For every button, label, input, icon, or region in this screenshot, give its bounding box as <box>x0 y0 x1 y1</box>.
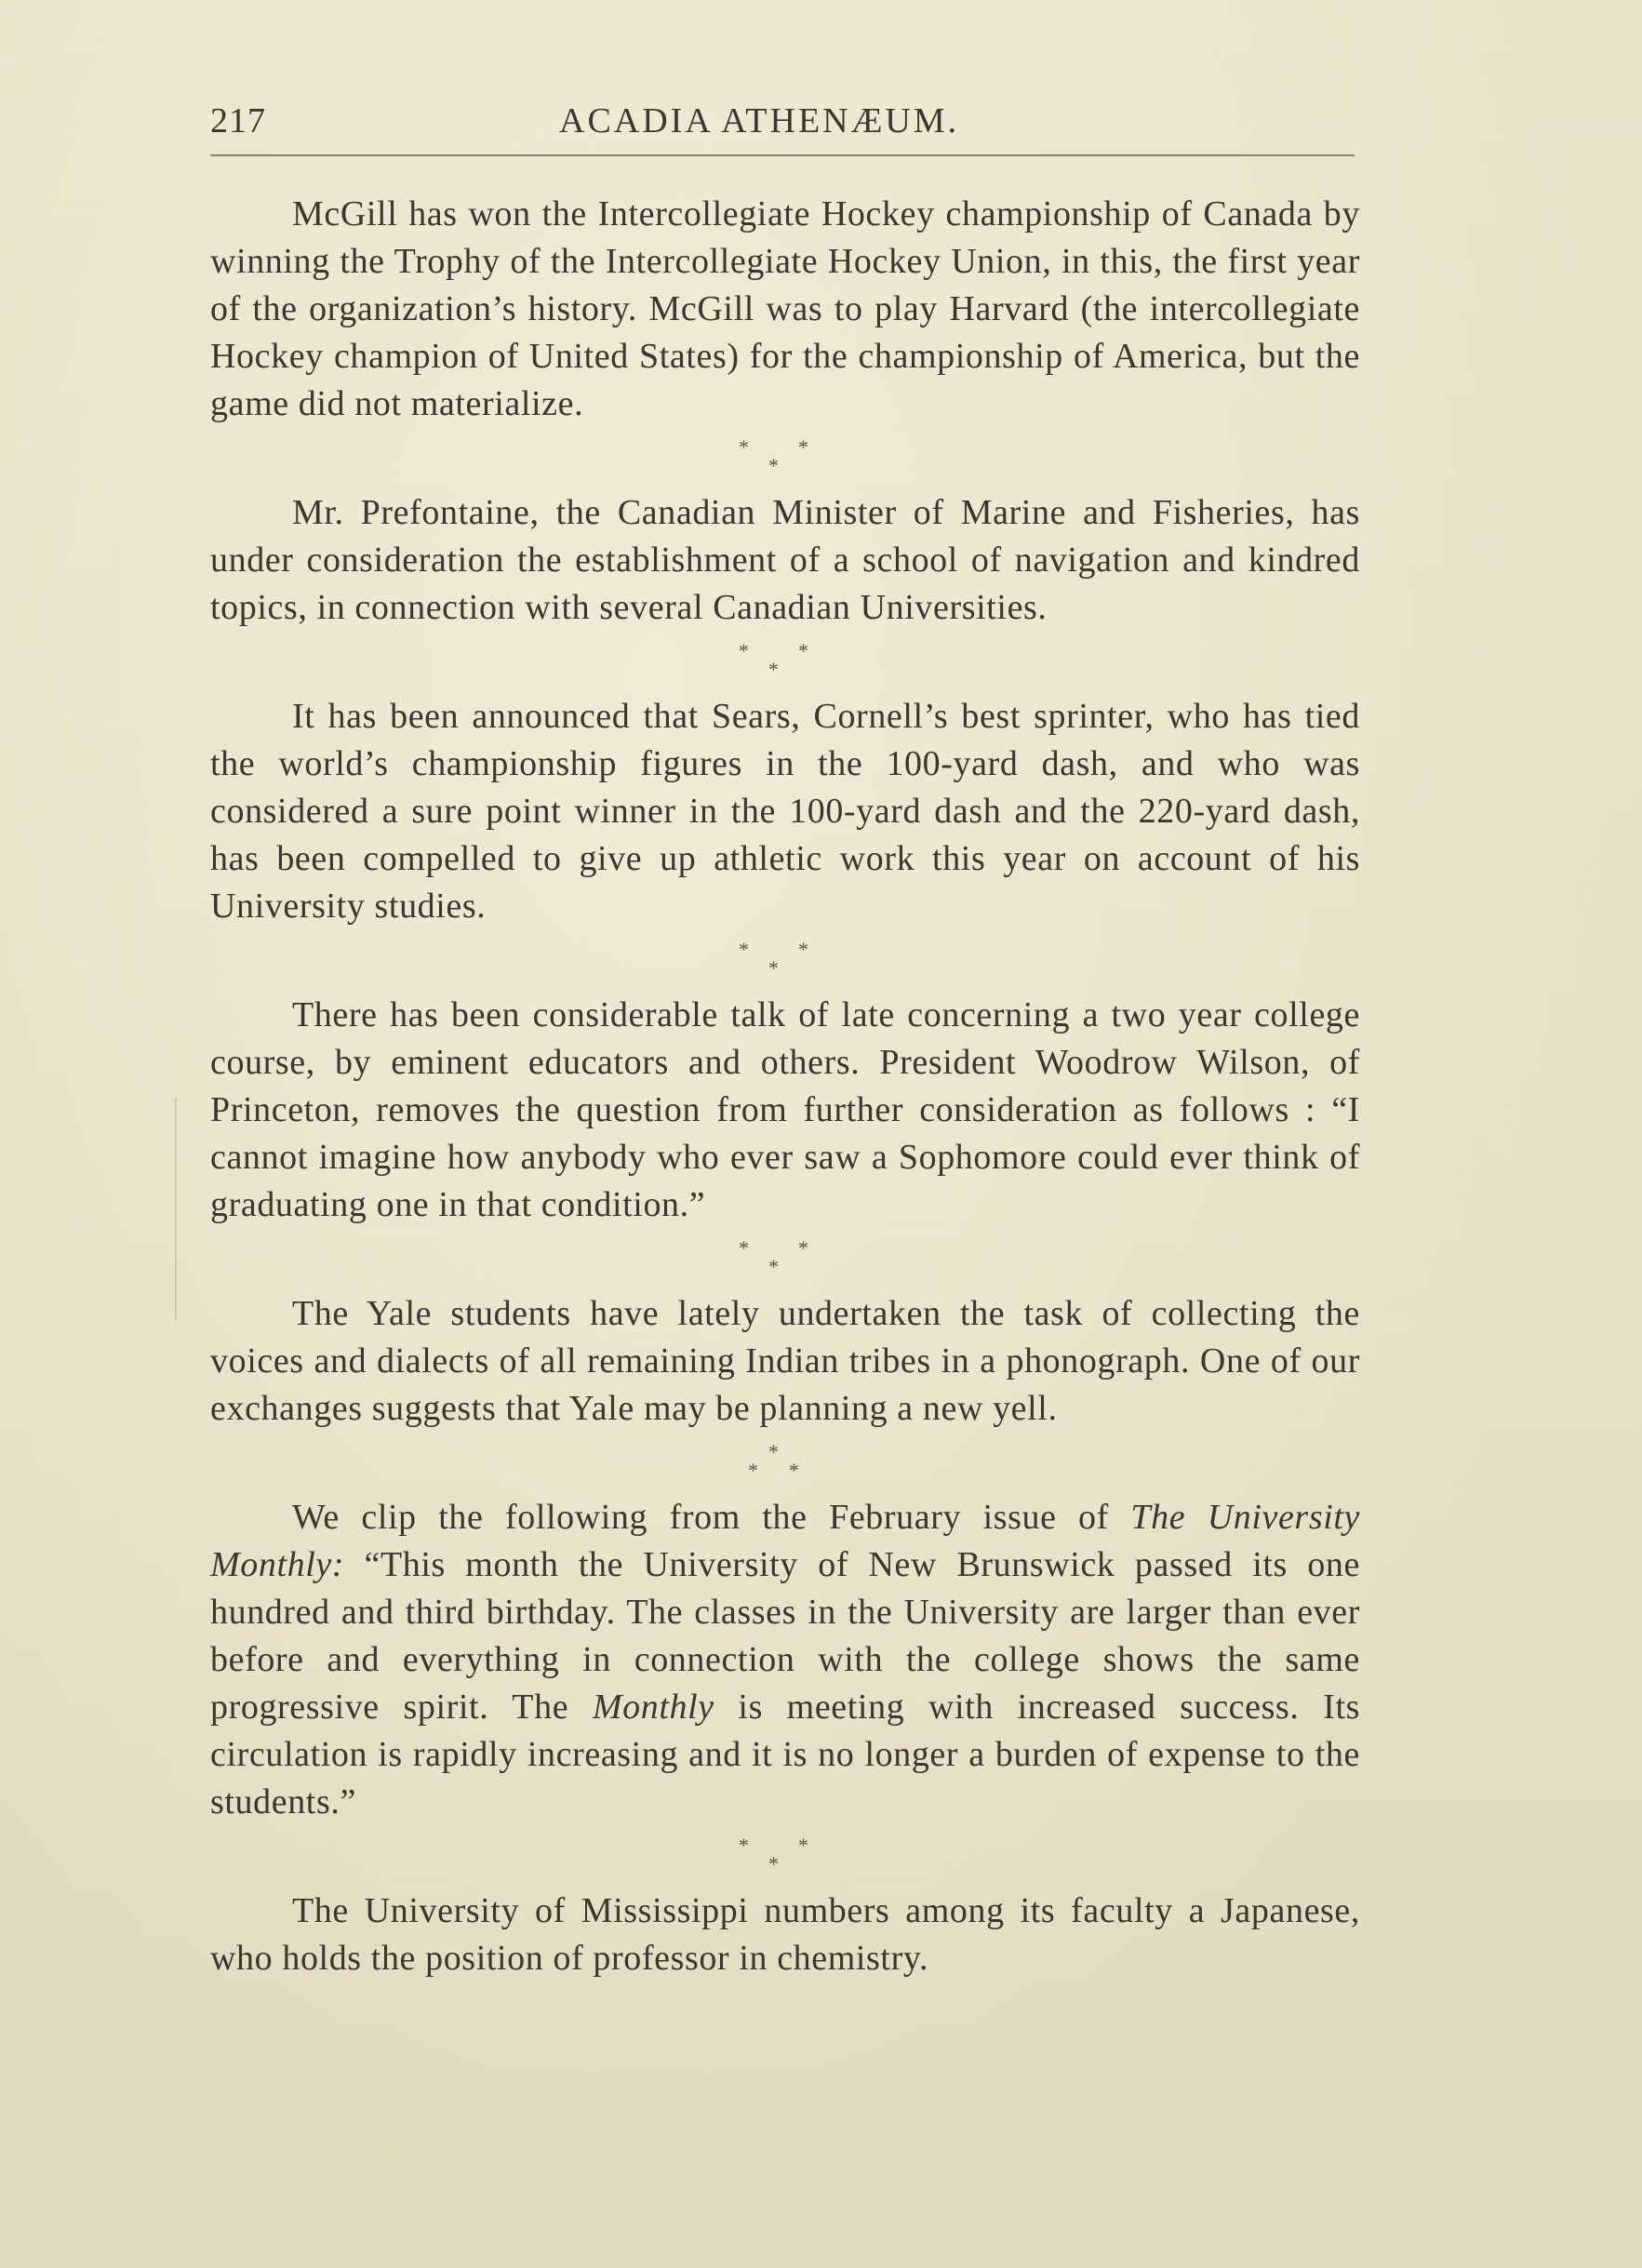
asterisk-glyph: * <box>768 956 779 980</box>
paragraph-text: We clip the following from the February issue of <box>292 1498 1131 1537</box>
paragraph-two-year-course: There has been considerable talk of late concerning a two year college course, by eminent educators and others. President Woodrow Wilson, of Princeton, removes the question from further consideration as follows : “I cannot imagine how anybody who ever saw a Sophomore could ever think of graduating one in that condition.” <box>210 995 1360 1224</box>
paragraph-text: is meeting with increased success. Its circulation is rapidly increasing and it is no longer a burden of expense to the students.” <box>210 1688 1360 1821</box>
paragraph-sears-sprinter: It has been announced that Sears, Cornell’s best sprinter, who has tied the world’s championship figures in the 100-yard dash, and who was considered a sure point winner in the 100-yard dash and the 220-yard dash, has been compelled to give up athletic work this year on account of his University studies. <box>210 697 1360 926</box>
page-body <box>210 191 1360 1982</box>
header-rule <box>210 154 1355 156</box>
asterisk-glyph: * <box>798 639 808 662</box>
asterisk-glyph: * <box>748 1459 758 1482</box>
section-separator <box>720 1233 832 1285</box>
paragraph-yale-phonograph: The Yale students have lately undertaken the task of collecting the voices and dialects of all remaining Indian tribes in a phonograph. One of our exchanges suggests that Yale may be planning a new yell. <box>210 1294 1360 1428</box>
publication-title: Monthly <box>592 1688 714 1727</box>
asterisk-glyph: * <box>739 1236 749 1260</box>
asterisk-glyph: * <box>739 938 749 961</box>
paragraph-mississippi-faculty: The University of Mississippi numbers among its faculty a Japanese, who holds the position of professor in chemistry. <box>210 1891 1360 1978</box>
asterisk-glyph: * <box>739 1834 749 1857</box>
asterisk-glyph: * <box>798 938 808 961</box>
asterisk-glyph: * <box>798 1236 808 1260</box>
page-header <box>210 100 1355 156</box>
margin-pencil-mark <box>175 1098 177 1321</box>
section-separator <box>720 635 832 687</box>
asterisk-glyph: * <box>768 1440 779 1463</box>
section-separator <box>720 934 832 986</box>
asterisk-glyph: * <box>768 658 779 681</box>
section-separator <box>720 1436 832 1488</box>
asterisk-glyph: * <box>798 435 808 459</box>
section-separator <box>720 1830 832 1882</box>
paragraph-university-monthly <box>210 1494 1360 1826</box>
paragraph-text: “This month the University of New Brunswick passed its one hundred and third birthday. The classes in the University are larger than ever before and everything in connection with the college shows the same progressive spirit. The <box>210 1545 1360 1727</box>
paragraph-mcgill-hockey: McGill has won the Intercollegiate Hockey championship of Canada by winning the Trophy of the Intercollegiate Hockey Union, in this, the first year of the organization’s history. McGill was to play Harvard (the intercollegiate Hockey champion of United States) for the championship of America, but the game did not materialize. <box>210 194 1360 423</box>
asterisk-glyph: * <box>768 1852 779 1875</box>
paragraph-navigation-school: Mr. Prefontaine, the Canadian Minister of Marine and Fisheries, has under consideration the establishment of a school of navigation and kindred topics, in connection with several Canadian Universities. <box>210 493 1360 627</box>
asterisk-glyph: * <box>739 639 749 662</box>
page-number: 217 <box>210 101 266 140</box>
asterisk-glyph: * <box>768 454 779 477</box>
asterisk-glyph: * <box>739 435 749 459</box>
section-separator <box>720 432 832 484</box>
asterisk-glyph: * <box>798 1834 808 1857</box>
publication-title: The University Monthly: <box>210 1498 1360 1584</box>
running-title: ACADIA ATHENÆUM. <box>559 101 960 140</box>
asterisk-glyph: * <box>789 1459 799 1482</box>
asterisk-glyph: * <box>768 1255 779 1278</box>
